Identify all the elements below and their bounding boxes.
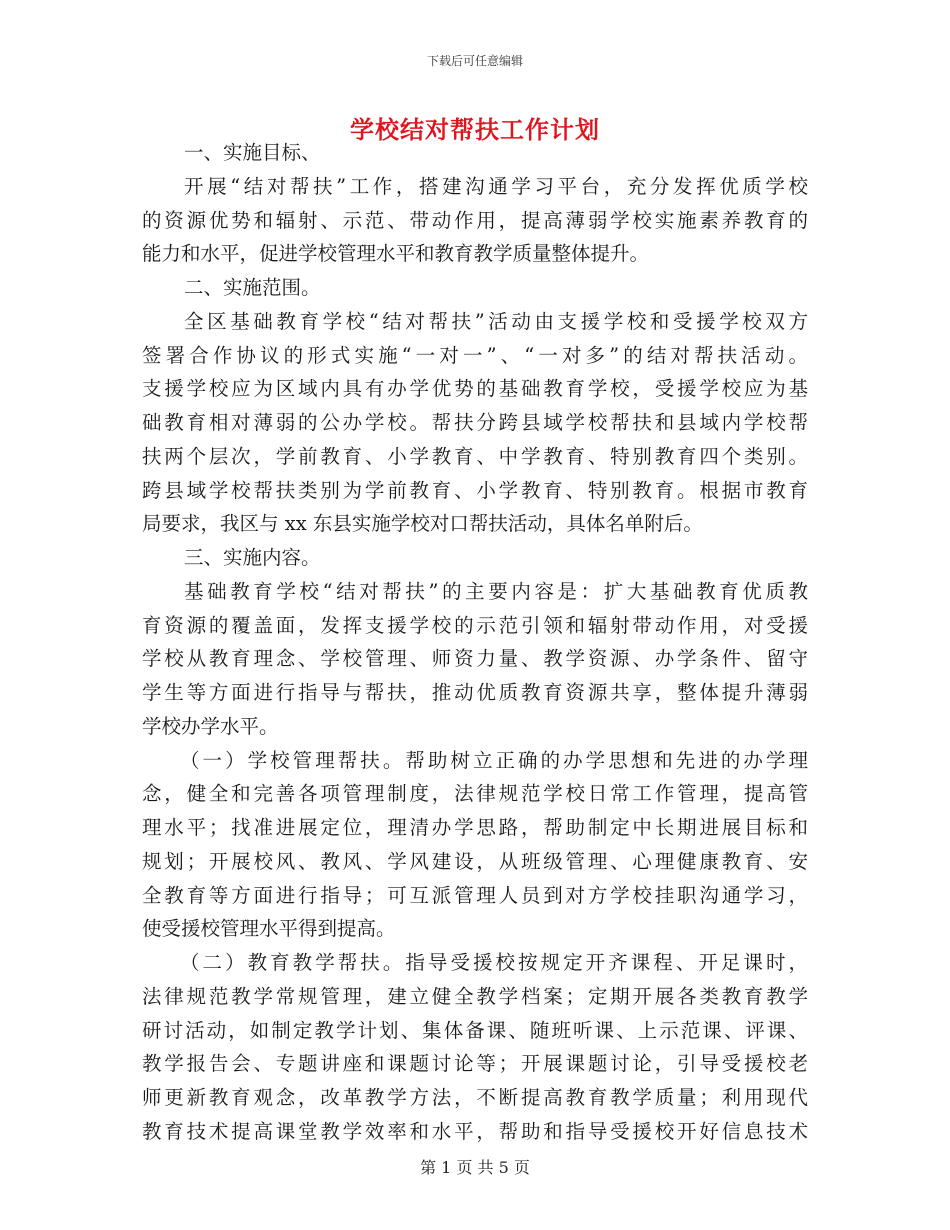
paragraph-line: 开展“结对帮扶”工作，搭建沟通学习平台，充分发挥优质学校 [184, 174, 808, 198]
paragraph-line: 规划；开展校风、教风、学风建设，从班级管理、心理健康教育、安 [142, 849, 808, 873]
paragraph-line: 学生等方面进行指导与帮扶，推动优质教育资源共享，整体提升薄弱 [142, 681, 808, 704]
document-body [142, 136, 808, 1149]
page-header-note: 下载后可任意编辑 [426, 54, 523, 68]
section-heading: 三、实施内容。 [184, 546, 321, 569]
paragraph-line: 的资源优势和辐射、示范、带动作用，提高薄弱学校实施素养教育的 [142, 208, 808, 232]
paragraph-line: 全区基础教育学校“结对帮扶”活动由支援学校和受援学校双方 [184, 309, 808, 333]
section-heading: 二、实施范围。 [184, 276, 321, 299]
subsection-paragraph-line: （二）教育教学帮扶。指导受援校按规定开齐课程、开足课时， [180, 951, 808, 974]
paragraph-line: 师更新教育观念，改革教学方法，不断提高教育教学质量；利用现代 [142, 1086, 808, 1109]
paragraph-line: 基础教育学校“结对帮扶”的主要内容是：扩大基础教育优质教 [184, 579, 808, 603]
paragraph-line: 教学报告会、专题讲座和课题讨论等；开展课题讨论，引导受援校老 [142, 1052, 808, 1076]
paragraph-line: 础教育相对薄弱的公办学校。帮扶分跨县域学校帮扶和县域内学校帮 [142, 411, 808, 434]
paragraph-line: 理水平；找准进展定位，理清办学思路，帮助制定中长期进展目标和 [142, 816, 808, 839]
paragraph-line: 育资源的覆盖面，发挥支援学校的示范引领和辐射带动作用，对受援 [142, 613, 808, 637]
paragraph-line: 使受援校管理水平得到提高。 [142, 917, 396, 941]
paragraph-line: 全教育等方面进行指导；可互派管理人员到对方学校挂职沟通学习， [142, 883, 808, 907]
paragraph-line: 学校办学水平。 [142, 714, 279, 738]
document-title: 学校结对帮扶工作计划 [350, 115, 600, 144]
paragraph-line: 跨县域学校帮扶类别为学前教育、小学教育、特别教育。根据市教育 [142, 478, 808, 502]
paragraph-line: 支援学校应为区域内具有办学优势的基础教育学校，受援学校应为基 [142, 377, 808, 401]
subsection-paragraph-line: （一）学校管理帮扶。帮助树立正确的办学思想和先进的办学理 [180, 748, 808, 772]
section-heading: 一、实施目标、 [184, 141, 321, 164]
paragraph-line: 局要求，我区与 xx 东县实施学校对口帮扶活动，具体名单附后。 [142, 512, 703, 536]
paragraph-line: 扶两个层次，学前教育、小学教育、中学教育、特别教育四个类别。 [142, 444, 808, 468]
paragraph-line: 念，健全和完善各项管理制度，法律规范学校日常工作管理，提高管 [142, 782, 808, 806]
paragraph-line: 学校从教育理念、学校管理、师资力量、教学资源、办学条件、留守 [142, 647, 808, 671]
paragraph-line: 研讨活动，如制定教学计划、集体备课、随班听课、上示范课、评课、 [142, 1018, 808, 1042]
page-number-footer: 第 1 页 共 5 页 [420, 1158, 530, 1177]
paragraph-line: 签署合作协议的形式实施“一对一”、“一对多”的结对帮扶活动。 [142, 343, 808, 367]
paragraph-line: 教育技术提高课堂教学效率和水平，帮助和指导受援校开好信息技术 [142, 1119, 808, 1143]
paragraph-line: 法律规范教学常规管理，建立健全教学档案；定期开展各类教育教学 [142, 984, 808, 1008]
paragraph-line: 能力和水平，促进学校管理水平和教育教学质量整体提升。 [142, 242, 650, 266]
